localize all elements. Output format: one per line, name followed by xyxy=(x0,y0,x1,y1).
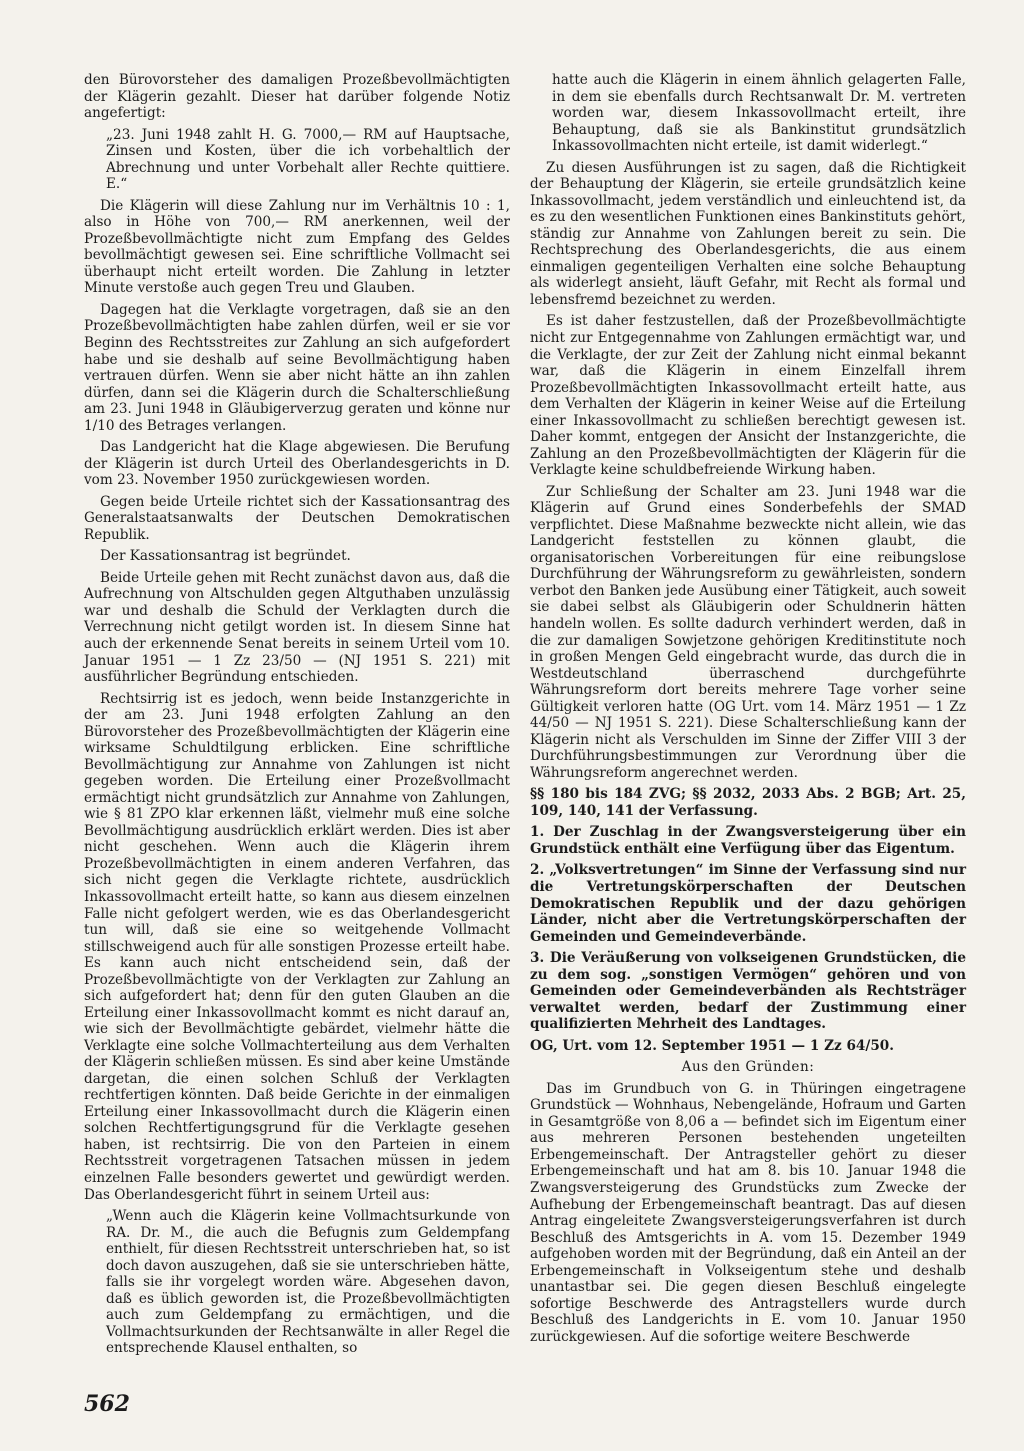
right-column xyxy=(530,72,966,1350)
right-headnote: 1. Der Zuschlag in der Zwangsversteigerung über ein Grundstück enthält eine Verfügung über das Eigentum. xyxy=(530,824,966,857)
right-paragraph: Das im Grundbuch von G. in Thüringen eingetragene Grundstück — Wohnhaus, Nebengelände, Hofraum und Garten in Gesamtgröße von 8,06 a — befindet sich im Eigentum einer aus mehreren Personen bestehenden ungeteilten Erbengemeinschaft. Der Antragsteller gehört zu dieser Erbengemeinschaft und hat am 8. bis 10. Januar 1948 die Zwangsversteigerung des Grundstücks zum Zwecke der Aufhebung der Erbengemeinschaft beantragt. Das auf diesen Antrag eingeleitete Zwangsversteigerungsverfahren ist durch Beschluß des Amtsgerichts in A. vom 15. Dezember 1949 aufgehoben worden mit der Begründung, daß ein Anteil an der Erbengemeinschaft in Volkseigentum stehe und deshalb unantastbar sei. Die gegen diesen Beschluß eingelegte sofortige Beschwerde des Antragstellers wurde durch Beschluß des Landgerichts in E. vom 10. Januar 1950 zurückgewiesen. Auf die sofortige weitere Beschwerde xyxy=(530,1080,966,1345)
right-headnote: 3. Die Veräußerung von volkseigenen Grundstücken, die zu dem sog. „sonstigen Vermögen“ gehören und von Gemeinden oder Gemeindeverbänden als Rechtsträger verwaltet werden, bedarf der Zustimmung einer qualifizierten Mehrheit des Landtages. xyxy=(530,950,966,1033)
right-headnote: 2. „Volksvertretungen“ im Sinne der Verfassung sind nur die Vertretungskörperschaften der Deutschen Demokratischen Republik und der dazu gehörigen Länder, nicht aber die Vertretungskörperschaften der Gemeinden und Gemeindeverbände. xyxy=(530,862,966,945)
right-section-heading: Aus den Gründen: xyxy=(681,1059,815,1076)
left-paragraph: Die Klägerin will diese Zahlung nur im Verhältnis 10 : 1, also in Höhe von 700,— RM anerkennen, weil der Prozeßbevollmächtigte nicht zum Empfang des Geldes bevollmächtigt gewesen sei. Eine schriftliche Vollmacht sei überhaupt nicht erteilt worden. Die Zahlung in letzter Minute verstoße auch gegen Treu und Glauben. xyxy=(84,197,510,297)
right-quotation: hatte auch die Klägerin in einem ähnlich gelagerten Falle, in dem sie ebenfalls durch Rechtsanwalt Dr. M. vertreten worden war, diesem Inkassovollmacht erteilt, ihre Behauptung, daß sie als Bankinstitut grundsätzlich Inkassovollmachten nicht erteile, ist damit widerlegt.“ xyxy=(552,72,966,155)
left-quotation: „Wenn auch die Klägerin keine Vollmachtsurkunde von RA. Dr. M., die auch die Befugnis zum Geldempfang enthielt, für diesen Rechtsstreit unterschrieben hat, so ist doch davon auszugehen, daß sie sie unterschrieben hätte, falls sie ihr vorgelegt worden wäre. Abgesehen davon, daß es üblich geworden ist, die Prozeßbevollmächtigten auch zum Geldempfang zu ermächtigen, und die Vollmachtsurkunden der Rechtsanwälte in aller Regel die entsprechende Klausel enthalten, so xyxy=(106,1208,510,1357)
left-paragraph: Gegen beide Urteile richtet sich der Kassationsantrag des Generalstaatsanwalts der Deutschen Demokratischen Republik. xyxy=(84,493,510,543)
left-column xyxy=(84,72,510,1362)
right-headnote: OG, Urt. vom 12. September 1951 — 1 Zz 64/50. xyxy=(530,1037,894,1054)
right-paragraph: Zu diesen Ausführungen ist zu sagen, daß die Richtigkeit der Behauptung der Klägerin, sie erteile grundsätzlich keine Inkassovollmacht, jedem verständlich und einleuchtend ist, da es zu den wesentlichen Funktionen eines Bankinstituts gehört, ständig zur Annahme von Zahlungen bereit zu sein. Die Rechtsprechung des Oberlandesgerichts, die aus einem einmaligen gegenteiligen Verhalten eine solche Behauptung als widerlegt ansieht, läuft Gefahr, mit Recht als formal und lebensfremd bezeichnet zu werden. xyxy=(530,159,966,308)
right-paragraph: Zur Schließung der Schalter am 23. Juni 1948 war die Klägerin auf Grund eines Sonderbefehls der SMAD verpflichtet. Diese Maßnahme bezweckte nicht allein, wie das Landgericht feststellen zu können glaubt, die organisatorischen Vorbereitungen für eine reibungslose Durchführung der Währungsreform zu gewährleisten, sondern verbot den Banken jede Ausübung einer Tätigkeit, auch soweit sie dabei selbst als Gläubigerin oder Schuldnerin hätten handeln wollen. Es sollte dadurch verhindert werden, daß in die zur damaligen Sowjetzone gehörigen Kreditinstitute noch in großen Mengen Geld eingebracht wurde, das durch die in Westdeutschland überraschend durchgeführte Währungsreform dort bereits mehrere Tage vorher seine Gültigkeit verloren hatte (OG Urt. vom 14. März 1951 — 1 Zz 44/50 — NJ 1951 S. 221). Diese Schalterschließung kann der Klägerin nicht als Verschulden im Sinne der Ziffer VIII 3 der Durchführungsbestimmungen zur Verordnung über die Währungsreform angerechnet werden. xyxy=(530,483,966,781)
right-headnote: §§ 180 bis 184 ZVG; §§ 2032, 2033 Abs. 2 BGB; Art. 25, 109, 140, 141 der Verfassung. xyxy=(530,786,966,819)
left-paragraph: Dagegen hat die Verklagte vorgetragen, daß sie an den Prozeßbevollmächtigten habe zahlen dürfen, weil er sie vor Beginn des Rechtsstreites zur Zahlung an sich aufgefordert habe und sie deshalb auf seine Bevollmächtigung haben vertrauen dürfen. Wenn sie aber nicht hätte an ihn zahlen dürfen, dann sei die Klägerin durch die Schalterschließung am 23. Juni 1948 in Gläubigerverzug geraten und könne nur 1/10 des Betrages verlangen. xyxy=(84,301,510,434)
left-paragraph: Beide Urteile gehen mit Recht zunächst davon aus, daß die Aufrechnung von Altschulden gegen Altguthaben unzulässig war und deshalb die Schuld der Verklagten durch die Verrechnung nicht getilgt worden ist. In diesem Sinne hat auch der erkennende Senat bereits in seinem Urteil vom 10. Januar 1951 — 1 Zz 23/50 — (NJ 1951 S. 221) mit ausführlicher Begründung entschieden. xyxy=(84,569,510,686)
left-quotation: „23. Juni 1948 zahlt H. G. 7000,— RM auf Hauptsache, Zinsen und Kosten, über die ich vorbehaltlich der Abrechnung und unter Vorbehalt aller Rechte quittiere. E.“ xyxy=(106,126,510,193)
left-paragraph: den Bürovorsteher des damaligen Prozeßbevollmächtigten der Klägerin gezahlt. Dieser hat darüber folgende Notiz angefertigt: xyxy=(84,72,510,122)
right-paragraph: Es ist daher festzustellen, daß der Prozeßbevollmächtigte nicht zur Entgegennahme von Zahlungen ermächtigt war, und die Verklagte, der zur Zeit der Zahlung nicht einmal bekannt war, daß die Klägerin in einem Einzelfall ihrem Prozeßbevollmächtigten Inkassovollmacht erteilt hatte, aus dem Verhalten der Klägerin in keiner Weise auf die Erteilung einer Inkassovollmacht zu schließen berechtigt gewesen ist. Daher kommt, entgegen der Ansicht der Instanzgerichte, die Zahlung an den Prozeßbevollmächtigten der Klägerin für die Verklagte keine schuldbefreiende Wirkung haben. xyxy=(530,313,966,479)
left-paragraph: Rechtsirrig ist es jedoch, wenn beide Instanzgerichte in der am 23. Juni 1948 erfolgten Zahlung an den Bürovorsteher des Prozeßbevollmächtigten der Klägerin eine wirksame Schuldtilgung erblicken. Eine schriftliche Bevollmächtigung zur Annahme von Zahlungen ist nicht gegeben worden. Die Erteilung einer Prozeßvollmacht ermächtigt nicht grundsätzlich zur Annahme von Zahlungen, wie § 81 ZPO klar erkennen läßt, vielmehr muß eine solche Bevollmächtigung ausdrücklich erklärt werden. Dies ist aber nicht geschehen. Wenn auch die Klägerin ihrem Prozeßbevollmächtigten in einem anderen Verfahren, das sich nicht gegen die Verklagte richtete, ausdrücklich Inkassovollmacht erteilt hatte, so kann aus diesem einzelnen Falle nicht gefolgert werden, wie es das Oberlandesgericht tun will, daß sie eine so weitgehende Vollmacht stillschweigend auch für alle sonstigen Prozesse erteilt habe. Es kann auch nicht entscheidend sein, daß der Prozeßbevollmächtigte von der Verklagten zur Zahlung an sich aufgefordert hat; denn für den guten Glauben an die Erteilung einer Inkassovollmacht kommt es nicht darauf an, wie sich der Bevollmächtigte gebärdet, vielmehr hätte die Verklagte eine solche Vollmachterteilung aus dem Verhalten der Klägerin schließen müssen. Es sind aber keine Umstände dargetan, die einen solchen Schluß der Verklagten rechtfertigen könnten. Daß beide Gerichte in der einmaligen Erteilung einer Inkassovollmacht durch die Klägerin einen solchen Rechtfertigungsgrund für die Verklagte gesehen haben, ist rechtsirrig. Die von den Parteien in einem Rechtsstreit vorgetragenen Tatsachen müssen in jedem einzelnen Falle besonders gewertet und gewürdigt werden. Das Oberlandesgericht führt in seinem Urteil aus: xyxy=(84,690,510,1203)
left-paragraph: Das Landgericht hat die Klage abgewiesen. Die Berufung der Klägerin ist durch Urteil des Oberlandesgerichts in D. vom 23. November 1950 zurückgewiesen worden. xyxy=(84,439,510,489)
page-number: 562 xyxy=(84,1391,130,1417)
left-paragraph: Der Kassationsantrag ist begründet. xyxy=(100,548,351,565)
